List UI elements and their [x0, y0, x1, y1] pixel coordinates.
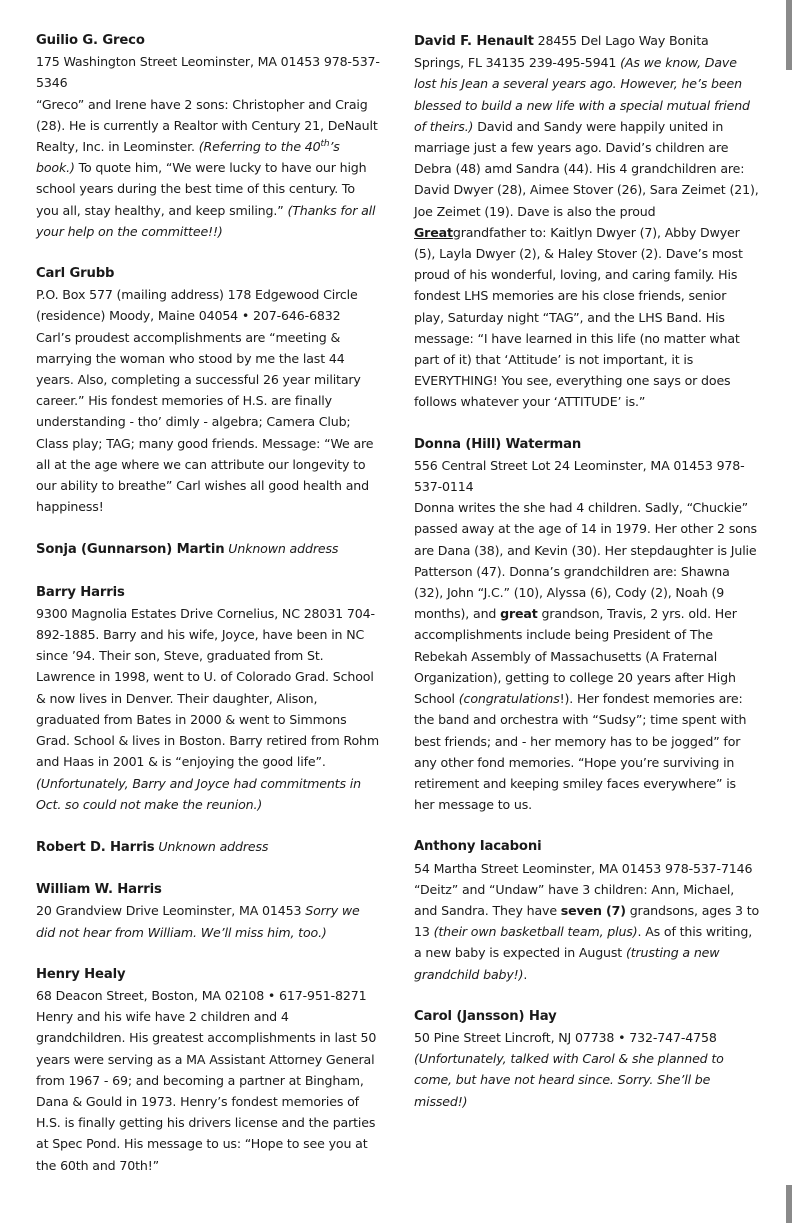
entry-italic-note: (congratulations — [458, 691, 560, 707]
entry-name: Sonja (Gunnarson) Martin — [36, 542, 225, 558]
entry-italic-note: (As we know, Dave lost his Jean a several years ago. However, he’s been blessed to build a new life with a special mutual friend of theirs.) — [414, 55, 750, 134]
entry-italic-note: ’s book.) — [36, 139, 340, 176]
entry-address: 54 Martha Street Leominster, MA 01453 978-537-7146 — [414, 860, 753, 876]
entry-name: Barry Harris — [36, 584, 125, 600]
entry-name: David F. Henault — [414, 34, 534, 49]
entry-superscript: th — [320, 138, 330, 149]
entry-name: Guilio G. Greco — [36, 33, 145, 48]
entry-name: Carl Grubb — [36, 266, 115, 282]
entry-name: Donna (Hill) Waterman — [414, 436, 582, 452]
entry-text: Carl’s proudest accomplishments are “meeting & marrying the woman who stood by me the last 44 years. Also, completing a successful 26 year military career.” His fondest memories of H.S. are finally understanding - tho’ dimly - algebra; Camera Club; Class play; TAG; many good friends. Message: “We are all at the age where we can attribute our longevity to our ability to breathe” Carl wishes all good health and happiness! — [36, 329, 374, 515]
entry-address: 175 Washington Street Leominster, MA 01453 978-537-5346 — [36, 54, 380, 91]
entry-italic-note: (trusting a new grandchild baby!) — [414, 945, 720, 982]
entry-address: P.O. Box 577 (mailing address) 178 Edgewood Circle (residence) Moody, Maine 04054 • 207-646-6832 — [36, 287, 358, 324]
entry-text: Henry and his wife have 2 children and 4 grandchildren. His greatest accomplishments in last 50 years were serving as a MA Assistant Attorney General from 1967 - 69; and becoming a partner at Bingham, Dana & Gould in 1973. Henry’s fondest memories of H.S. is finally getting his drivers license and the parties at Spec Pond. His message to us: “Hope to see you at the 60th and 70th!” — [36, 1009, 377, 1173]
entry-william-harris — [36, 879, 380, 943]
entry-text: . — [523, 966, 528, 982]
entry-italic-note: (Referring to the 40 — [198, 139, 321, 155]
entry-bold-word: seven (7) — [560, 902, 626, 918]
entry-name: Henry Healy — [36, 966, 126, 982]
entry-bold-word: great — [500, 606, 538, 622]
right-column — [414, 30, 760, 1133]
entry-text: . As of this writing, a new baby is expected in August — [414, 924, 753, 961]
page-edge-bar — [786, 0, 792, 70]
entry-martin — [36, 538, 380, 560]
entry-greco — [36, 30, 380, 242]
entry-waterman — [414, 434, 760, 816]
entry-address: 9300 Magnolia Estates Drive Cornelius, NC 28031 704-892-1885. — [36, 605, 375, 643]
entry-name: William W. Harris — [36, 882, 162, 898]
entry-barry-harris — [36, 582, 380, 815]
entry-italic-note: Sorry we did not hear from William. We’ll miss him, too.) — [36, 903, 360, 940]
entry-text: “Deitz” and “Undaw” have 3 children: Ann, Michael, and Sandra. They have — [414, 881, 735, 918]
entry-address: 50 Pine Street Lincroft, NJ 07738 • 732-747-4758 — [414, 1029, 717, 1045]
entry-name: Carol (Jansson) Hay — [414, 1008, 557, 1024]
entry-hay — [414, 1006, 760, 1112]
entry-text: To quote him, “We were lucky to have our high school years during the best time of this century. To you all, stay healthy, and keep smiling.” — [36, 160, 367, 218]
entry-name: Robert D. Harris — [36, 839, 155, 855]
entry-address-note: Unknown address — [228, 541, 339, 557]
entry-grubb — [36, 263, 380, 517]
entry-text: Barry and his wife, Joyce, have been in NC since ’94. Their son, Steve, graduated from St. Lawrence in 1998, went to U. of Colorado Grad. School & now lives in Denver. Their daughter, Alison, graduated from Bates in 2000 & went to Simmons Grad. School & lives in Boston. Barry retired from Rohm and Haas in 2001 & is “enjoying the good life”. — [36, 627, 379, 770]
left-column — [36, 30, 380, 1197]
entry-text: !). Her fondest memories are: the band and orchestra with “Sudsy”; time spent with best friends; and - her memory has to be jogged” for any other fond memories. “Hope you’re surviving in retirement and keeping smiley faces everywhere” is her message to us. — [414, 691, 747, 813]
entry-text: “Greco” and Irene have 2 sons: Christopher and Craig (28). He is currently a Realtor with Century 21, DeNault Realty, Inc. in Leominster. — [36, 96, 378, 155]
entry-henault — [414, 30, 760, 413]
entry-text: David and Sandy were happily united in marriage just a few years ago. David’s children are Debra (48) amd Sandra (44). His 4 grandchildren are: David Dwyer (28), Aimee Stover (26), Sara Zeimet (21), Joe Zeimet (19). Dave is also the proud — [414, 118, 759, 219]
entry-italic-note: (Unfortunately, Barry and Joyce had commitments in Oct. so could not make the reunion.) — [36, 775, 361, 812]
entry-text: grandson, Travis, 2 yrs. old. Her accomplishments include being President of The Rebekah Assembly of Massachusetts (A Fraternal Organization), getting to college 20 years after High School — [414, 606, 737, 707]
entry-underlined-word: Great — [414, 224, 453, 240]
entry-iacaboni — [414, 836, 760, 984]
entry-healy — [36, 964, 380, 1176]
entry-address: 556 Central Street Lot 24 Leominster, MA 01453 978-537-0114 — [414, 457, 745, 495]
page-edge-bar — [786, 1185, 792, 1223]
entry-address-note: Unknown address — [158, 838, 269, 854]
entry-address: 68 Deacon Street, Boston, MA 02108 • 617-951-8271 — [36, 987, 367, 1003]
entry-text: grandsons, ages 3 to 13 — [414, 902, 760, 940]
entry-text: grandfather to: Kaitlyn Dwyer (7), Abby Dwyer (5), Layla Dwyer (2), & Haley Stover (2). Dave’s most proud of his wonderful, loving, and caring family. His fondest LHS memories are his close friends, senior play, Saturday night “TAG”, and the LHS Band. His message: “I have learned in this life (no matter what part of it) that ‘Attitude’ is not important, it is EVERYTHING! You see, everything one says or does follows whatever your ‘ATTITUDE’ is.” — [414, 224, 743, 410]
entry-italic-note: (Unfortunately, talked with Carol & she planned to come, but have not heard since. Sorry. She’ll be missed!) — [414, 1051, 724, 1109]
entry-text: Donna writes the she had 4 children. Sadly, “Chuckie” passed away at the age of 14 in 1979. Her other 2 sons are Dana (38), and Kevin (30). Her stepdaughter is Julie Patterson (47). Donna’s grandchildren are: Shawna (32), John “J.C.” (10), Alyssa (6), Cody (2), Noah (9 months), and — [414, 500, 757, 622]
entry-name: Anthony Iacaboni — [414, 839, 542, 855]
entry-robert-harris — [36, 836, 380, 858]
entry-italic-note: (their own basketball team, plus) — [433, 924, 638, 940]
entry-italic-note: (Thanks for all your help on the committee!!) — [36, 202, 376, 239]
entry-address: 20 Grandview Drive Leominster, MA 01453 — [36, 903, 302, 919]
entry-address: 28455 Del Lago Way Bonita Springs, FL 34135 239-495-5941 — [414, 33, 709, 71]
